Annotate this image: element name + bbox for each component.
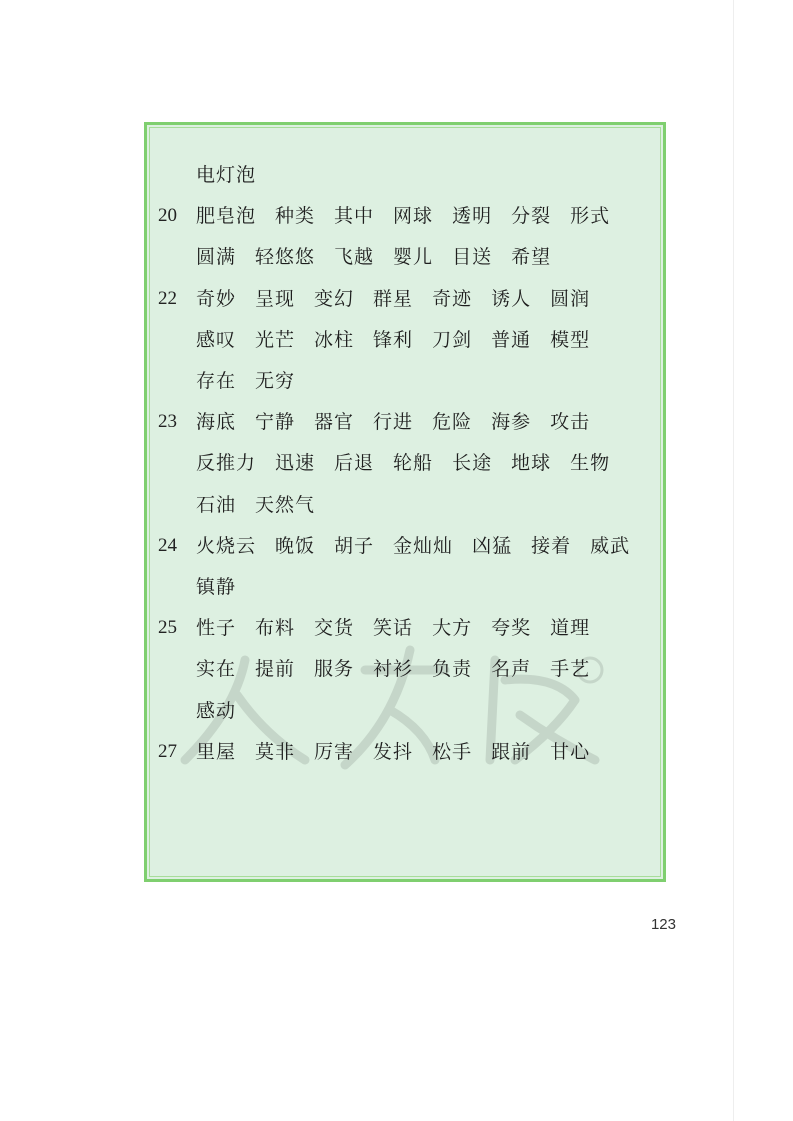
vocab-word: 实在	[196, 658, 237, 680]
page-number: 123	[650, 916, 676, 933]
word-group	[196, 408, 609, 436]
vocab-word: 诱人	[491, 288, 532, 310]
lesson-number: 27	[158, 741, 177, 762]
vocab-word: 衬衫	[373, 658, 414, 680]
vocab-word: 服务	[314, 658, 355, 680]
vocab-word: 天然气	[255, 494, 316, 516]
vocab-word: 道理	[550, 617, 591, 639]
vocab-word: 金灿灿	[393, 535, 454, 557]
vocab-word: 发抖	[373, 741, 414, 763]
vocab-word: 轮船	[393, 452, 434, 474]
vocab-word: 冰柱	[314, 329, 355, 351]
vocab-word: 宁静	[255, 411, 296, 433]
vocab-word: 莫非	[255, 741, 296, 763]
lesson-number: 20	[158, 205, 177, 226]
vocab-word: 布料	[255, 617, 296, 639]
vocab-word: 笑话	[373, 617, 414, 639]
vocab-word: 海底	[196, 411, 237, 433]
vocab-word: 普通	[491, 329, 532, 351]
vocab-word: 光芒	[255, 329, 296, 351]
vocab-word: 晚饭	[275, 535, 316, 557]
word-group	[196, 573, 255, 601]
vocab-word: 石油	[196, 494, 237, 516]
word-group	[196, 532, 649, 560]
vocab-word: 呈现	[255, 288, 296, 310]
vocab-word: 分裂	[511, 205, 552, 227]
vocab-word: 网球	[393, 205, 434, 227]
vocab-word: 大方	[432, 617, 473, 639]
word-group	[196, 614, 609, 642]
word-group	[196, 326, 609, 354]
vocab-word: 火烧云	[196, 535, 257, 557]
vocab-word: 松手	[432, 741, 473, 763]
word-group	[196, 491, 334, 519]
vocab-word: 圆润	[550, 288, 591, 310]
vocab-word: 生物	[570, 452, 611, 474]
vocab-word: 奇迹	[432, 288, 473, 310]
vocab-word: 透明	[452, 205, 493, 227]
vocab-word: 威武	[590, 535, 631, 557]
vocab-word: 电灯泡	[196, 164, 257, 186]
vocab-word: 变幻	[314, 288, 355, 310]
lesson-number: 22	[158, 288, 177, 309]
vocab-word: 长途	[452, 452, 493, 474]
vocab-word: 奇妙	[196, 288, 237, 310]
vocab-word: 危险	[432, 411, 473, 433]
word-group	[196, 655, 609, 683]
vocab-word: 感动	[196, 700, 237, 722]
vocab-word: 希望	[511, 246, 552, 268]
page-edge-line	[733, 0, 734, 1121]
vocab-word: 器官	[314, 411, 355, 433]
word-group	[196, 449, 629, 477]
vocab-word: 飞越	[334, 246, 375, 268]
vocab-word: 跟前	[491, 741, 532, 763]
word-group	[196, 202, 629, 230]
vocab-word: 负责	[432, 658, 473, 680]
vocab-word: 性子	[196, 617, 237, 639]
vocab-word: 镇静	[196, 576, 237, 598]
vocab-word: 海参	[491, 411, 532, 433]
vocab-word: 群星	[373, 288, 414, 310]
vocab-word: 反推力	[196, 452, 257, 474]
vocab-word: 其中	[334, 205, 375, 227]
vocab-word: 后退	[334, 452, 375, 474]
word-group	[196, 243, 570, 271]
vocab-word: 目送	[452, 246, 493, 268]
vocab-word: 里屋	[196, 741, 237, 763]
vocab-word: 胡子	[334, 535, 375, 557]
vocab-word: 交货	[314, 617, 355, 639]
vocab-word: 接着	[531, 535, 572, 557]
vocab-word: 存在	[196, 370, 237, 392]
word-group	[196, 697, 255, 725]
vocab-word: 种类	[275, 205, 316, 227]
word-group	[196, 161, 275, 189]
vocab-word: 肥皂泡	[196, 205, 257, 227]
lesson-number: 24	[158, 535, 177, 556]
vocab-word: 手艺	[550, 658, 591, 680]
vocab-word: 婴儿	[393, 246, 434, 268]
vocab-word: 名声	[491, 658, 532, 680]
vocab-word: 攻击	[550, 411, 591, 433]
vocab-word: 凶猛	[472, 535, 513, 557]
vocab-word: 迅速	[275, 452, 316, 474]
vocab-word: 刀剑	[432, 329, 473, 351]
vocab-word: 形式	[570, 205, 611, 227]
word-group	[196, 285, 609, 313]
vocab-word: 轻悠悠	[255, 246, 316, 268]
vocab-word: 提前	[255, 658, 296, 680]
lesson-number: 23	[158, 411, 177, 432]
vocab-word: 行进	[373, 411, 414, 433]
vocab-word: 甘心	[550, 741, 591, 763]
vocab-word: 无穷	[255, 370, 296, 392]
vocab-word: 厉害	[314, 741, 355, 763]
vocab-word: 锋利	[373, 329, 414, 351]
lesson-number: 25	[158, 617, 177, 638]
word-group	[196, 367, 314, 395]
vocab-word: 地球	[511, 452, 552, 474]
vocab-word: 模型	[550, 329, 591, 351]
word-group	[196, 738, 609, 766]
vocab-word: 感叹	[196, 329, 237, 351]
vocab-word: 夸奖	[491, 617, 532, 639]
vocab-word: 圆满	[196, 246, 237, 268]
